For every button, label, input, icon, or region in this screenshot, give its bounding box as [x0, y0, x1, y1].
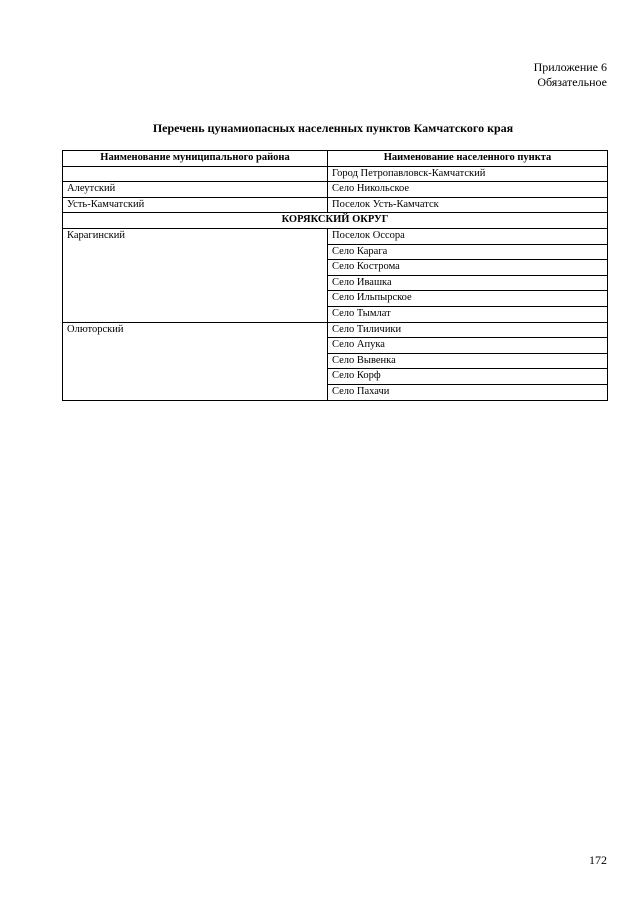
appendix-status: Обязательное: [537, 75, 607, 89]
district-cell: Олюторский: [63, 322, 328, 400]
table-row: [63, 197, 608, 213]
settlement-cell: Село Ильпырское: [328, 291, 608, 307]
district-cell: [63, 166, 328, 182]
section-heading: КОРЯКСКИЙ ОКРУГ: [63, 213, 608, 229]
settlement-cell: Село Карага: [328, 244, 608, 260]
settlement-cell: Село Ивашка: [328, 275, 608, 291]
settlement-cell: Поселок Оссора: [328, 228, 608, 244]
table-row: [63, 322, 608, 338]
district-cell: Алеутский: [63, 182, 328, 198]
page-number: 172: [589, 853, 607, 867]
settlement-cell: Село Никольское: [328, 182, 608, 198]
settlement-cell: Город Петропавловск-Камчатский: [328, 166, 608, 182]
table-header-row: [63, 151, 608, 167]
settlement-cell: Село Тымлат: [328, 306, 608, 322]
table-row: [63, 182, 608, 198]
settlement-cell: Село Кострома: [328, 260, 608, 276]
section-row: [63, 213, 608, 229]
settlement-cell: Село Вывенка: [328, 353, 608, 369]
district-cell: Усть-Камчатский: [63, 197, 328, 213]
table-row: [63, 166, 608, 182]
appendix-number: Приложение 6: [533, 60, 607, 74]
appendix-label: [534, 60, 607, 90]
settlement-cell: Село Корф: [328, 369, 608, 385]
settlement-cell: Село Тиличики: [328, 322, 608, 338]
district-cell: Карагинский: [63, 228, 328, 322]
settlement-cell: Поселок Усть-Камчатск: [328, 197, 608, 213]
settlement-cell: Село Пахачи: [328, 384, 608, 400]
settlements-table: [62, 150, 608, 401]
settlement-cell: Село Апука: [328, 338, 608, 354]
header-settlement: Наименование населенного пункта: [328, 151, 608, 167]
document-title: Перечень цунамиопасных населенных пунктов Камчатского края: [152, 121, 514, 135]
header-district: Наименование муниципального района: [63, 151, 328, 167]
table-row: [63, 228, 608, 244]
